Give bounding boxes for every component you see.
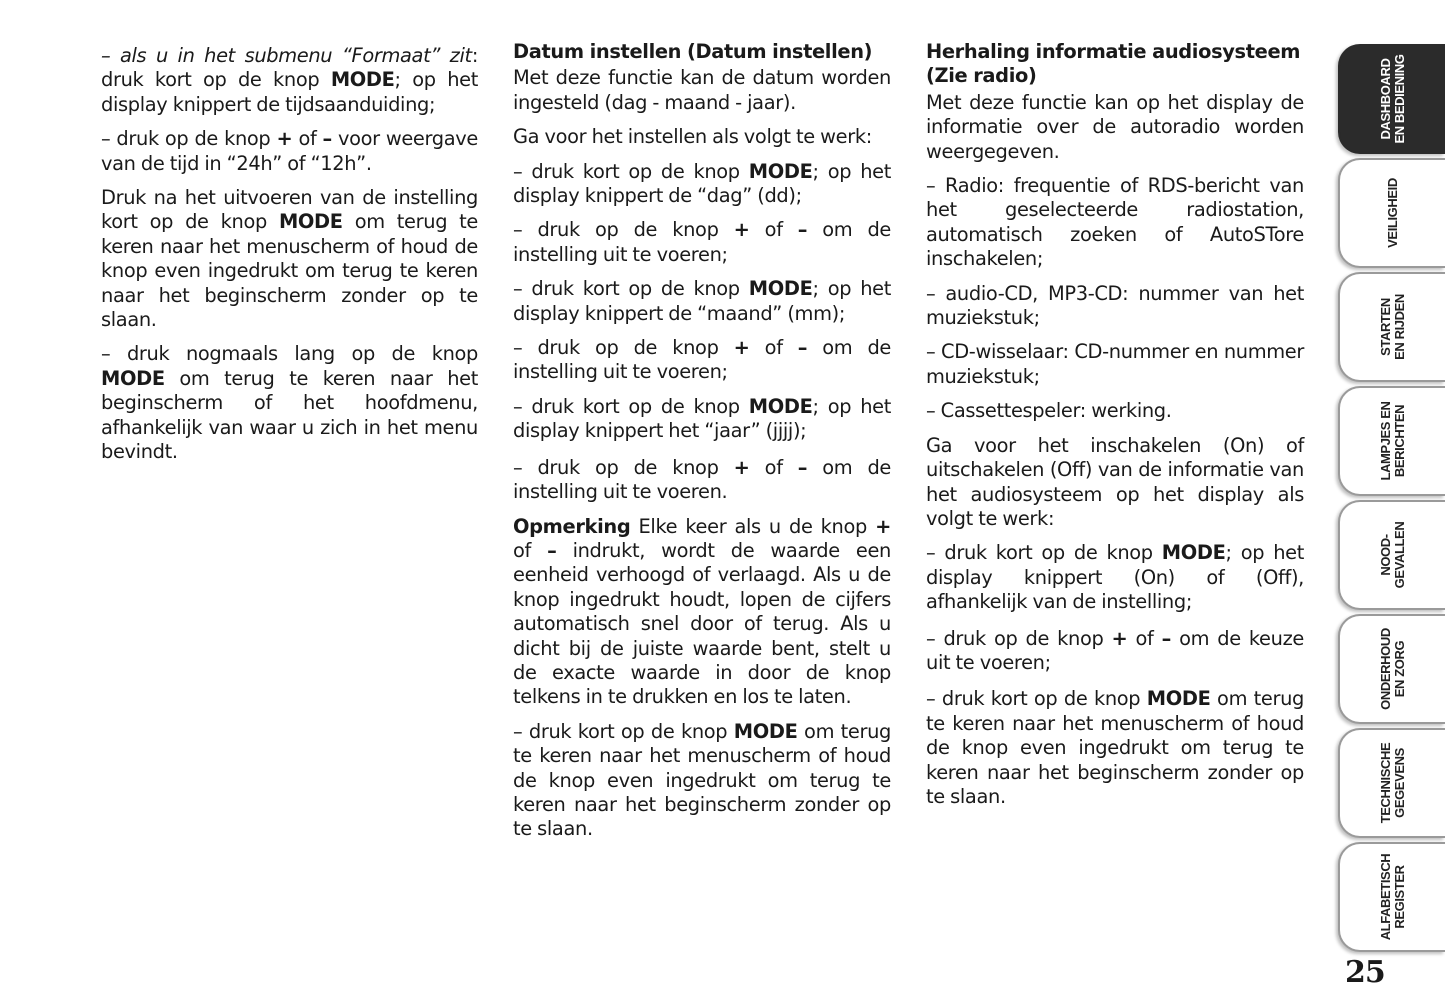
text: of [749,218,798,242]
tab-label-line2: GEVALLEN [1391,521,1407,589]
text: : druk kort op de knop [101,44,478,92]
text: – druk op de knop [513,336,734,360]
text: om de instelling uit te voeren; [513,336,891,384]
mode-key-label: MODE [101,366,165,390]
tab-label [1379,401,1407,480]
text: om de instelling uit te voeren. [513,455,891,504]
plus-key-label: + [733,455,750,479]
text-column-1 [101,44,478,475]
text: om de keuze uit te voeren; [926,626,1304,674]
section-heading-date: Datum instellen (Datum instellen) [513,40,873,63]
minus-key-label: – [322,127,332,151]
step-adjust-day [513,218,891,267]
step-return [926,687,1304,809]
plus-key-label: + [276,127,293,151]
text: – druk op de knop [513,455,734,479]
item-audio-cd: – audio-CD, MP3-CD: nummer van het muziekstuk; [926,281,1304,330]
mode-key-label: MODE [278,210,343,234]
text: – druk op de knop [101,127,277,151]
text: – druk kort op de knop [513,719,734,743]
paragraph-date-intro: Met deze functie kan de datum worden ingesteld (dag - maand - jaar). [513,66,891,114]
tab-noodgevallen[interactable] [1338,500,1445,610]
tab-label-line2: REGISTER [1391,865,1407,929]
tab-label-line1: ONDERHOUD [1377,628,1393,710]
tab-label-line1: LAMPJES EN [1377,401,1393,481]
tab-label-line2: EN RIJDEN [1391,294,1407,360]
plus-key-label: + [875,514,891,538]
text: of [513,538,548,562]
text: om terug te keren naar het menuscherm of houd de knop even ingedrukt om terug te keren naar het beginscherm zonder op te slaan. [926,687,1304,808]
tab-onderhoud[interactable] [1338,614,1445,724]
text: om terug te keren naar het menuscherm of houd de knop even ingedrukt om terug te keren naar het beginscherm zonder op te slaan. [101,210,478,332]
tab-label-line2: GEGEVENS [1391,748,1407,818]
text: – druk kort op de knop [513,394,749,418]
paragraph-steps-intro: Ga voor het instellen als volgt te werk: [513,125,872,149]
tab-label [1379,628,1407,710]
text: om terug te keren naar het beginscherm of het hoofdmenu, afhankelijk van waar u zich in het menu bevindt. [101,366,478,464]
step-onoff [926,541,1304,614]
tab-label-line1: STARTEN [1377,298,1393,356]
tab-label-line1: NOOD- [1377,534,1393,576]
paragraph-long-press [101,342,478,464]
text: – druk kort op de knop [513,277,749,301]
text: – druk kort op de knop [926,541,1162,565]
text: ; op het display knippert de “dag” (dd); [513,159,891,208]
tab-label [1379,294,1407,360]
item-cd-changer: – CD-wisselaar: CD-nummer en nummer muziekstuk; [926,340,1304,388]
paragraph-after-setting [101,186,478,332]
step-year [513,395,891,444]
mode-key-label: MODE [1146,687,1211,711]
text: Druk na het uitvoeren van de instelling kort op de knop [101,186,478,234]
paragraph-steps-intro: Ga voor het inschakelen (On) of uitschakelen (Off) van de informatie van het audiosysteem op het display als volgt te werk: [926,433,1304,530]
text: – druk op de knop [513,218,734,242]
text: voor weergave van de tijd in “24h” of “12h”. [101,127,478,175]
text: ; op het display knippert het “jaar” (jjjj); [513,394,891,443]
italic-intro: – als u in het submenu “Formaat” zit [101,44,472,67]
tab-lampjes[interactable] [1338,386,1445,496]
mode-key-label: MODE [748,394,813,418]
tab-technische-gegevens[interactable] [1338,728,1445,838]
mode-key-label: MODE [733,719,798,743]
text: of [749,455,798,479]
step-choose [926,627,1304,676]
text-column-2 [513,40,891,852]
tab-label-line1: VEILIGHEID [1384,178,1400,248]
plus-key-label: + [733,218,750,242]
minus-key-label: – [547,538,557,562]
item-radio: – Radio: frequentie of RDS-bericht van het geselecteerde radiostation, automatisch zoeken of AutoSTore inschakelen; [926,174,1304,271]
mode-key-label: MODE [330,68,395,92]
mode-key-label: MODE [748,277,813,301]
text: indrukt, wordt de waarde een eenheid verhoogd of verlaagd. Als u de knop ingedrukt houdt, lopen de cijfers automatisch snel door of terug. Als u dicht bij de juiste waarde bent, stelt u de exacte waarde in door de knop telkens in te drukken en los te laten. [513,538,891,709]
paragraph-24h-12h [101,127,478,176]
text: of [292,127,323,151]
plus-key-label: + [733,336,750,360]
mode-key-label: MODE [748,159,813,183]
page-number: 25 [1345,955,1385,990]
minus-key-label: – [1161,626,1171,650]
text: ; op het display knippert de “maand” (mm); [513,277,891,325]
step-adjust-year [513,456,891,505]
step-day [513,160,891,209]
paragraph-note [513,515,891,710]
step-return [513,720,891,842]
text: om terug te keren naar het menuscherm of houd de knop even ingedrukt om terug te keren naar het beginscherm zonder op te slaan. [513,719,891,841]
tab-label-line2: EN BEDIENING [1391,54,1407,144]
minus-key-label: – [797,455,808,479]
note-label: Opmerking [513,514,631,538]
tab-label-line1: TECHNISCHE [1377,742,1393,824]
section-heading-audio: Herhaling informatie audiosysteem (Zie radio) [926,40,1301,88]
text: ; op het display knippert de tijdsaanduiding; [101,68,478,116]
tab-label-line2: EN ZORG [1391,640,1407,698]
text: Elke keer als u de knop [630,514,876,538]
tab-label [1379,854,1407,941]
step-adjust-month [513,336,891,385]
tab-label [1386,178,1400,248]
tab-label [1379,522,1407,589]
tab-label [1379,743,1407,824]
text: ; op het display knippert (On) of (Off), afhankelijk van de instelling; [926,541,1304,614]
text: of [1127,626,1162,650]
tab-dashboard[interactable] [1338,44,1445,154]
tab-register[interactable] [1338,842,1445,952]
tab-label-line1: ALFABETISCH [1377,853,1393,941]
text: – druk kort op de knop [513,159,749,183]
text: – druk nogmaals lang op de knop [101,342,478,366]
tab-label [1379,54,1407,143]
text: om de instelling uit te voeren; [513,218,891,266]
text: – druk op de knop [926,626,1112,650]
mode-key-label: MODE [1161,541,1226,565]
text-column-3 [926,40,1304,819]
tab-label-line2: BERICHTEN [1391,404,1407,478]
text: – druk kort op de knop [926,687,1147,711]
tab-veiligheid[interactable] [1338,158,1445,268]
plus-key-label: + [1111,626,1128,650]
text: of [749,336,798,360]
minus-key-label: – [797,336,808,360]
minus-key-label: – [797,218,808,242]
step-month [513,277,891,326]
paragraph-audio-intro: Met deze functie kan op het display de informatie over de autoradio worden weergegeven. [926,90,1304,163]
item-cassette: – Cassettespeler: werking. [926,399,1172,423]
paragraph-format-submenu [101,44,478,117]
tab-starten[interactable] [1338,272,1445,382]
tab-label-line1: DASHBOARD [1377,58,1393,140]
